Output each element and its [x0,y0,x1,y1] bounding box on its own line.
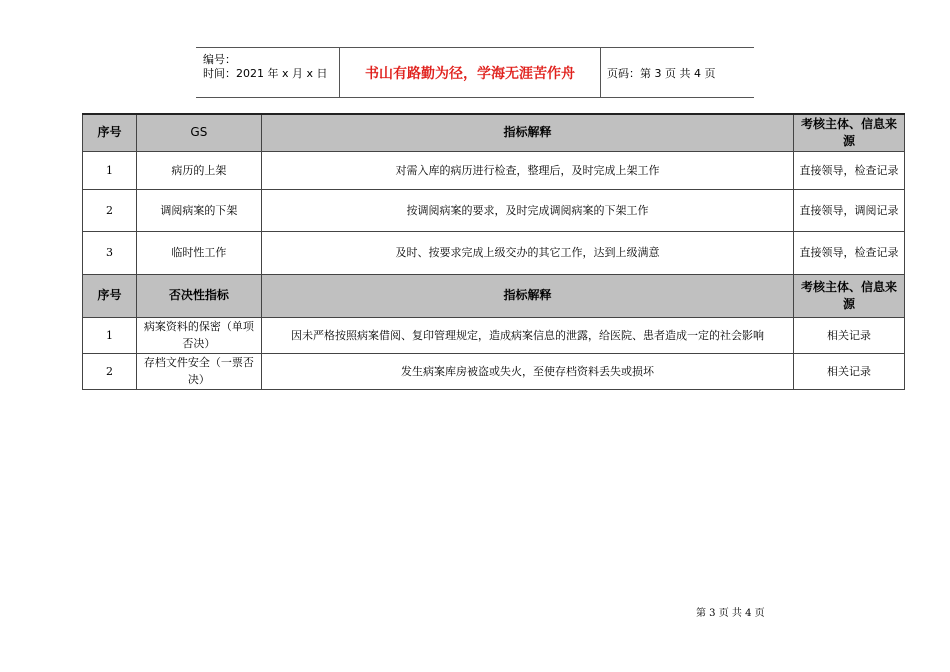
cell-gs: 病历的上架 [136,151,261,189]
cell-veto: 病案资料的保密（单项否决） [136,317,261,353]
cell-index: 1 [83,317,137,353]
page-header [196,47,754,98]
cell-index: 1 [83,151,137,189]
cell-source: 直接领导，检查记录 [794,231,905,274]
table-row [83,151,905,189]
cell-explanation: 对需入库的病历进行检查，整理后，及时完成上架工作 [261,151,793,189]
header-cell-veto: 否决性指标 [136,274,261,317]
table-header-row [83,274,905,317]
cell-gs: 调阅病案的下架 [136,189,261,231]
header-cell-explanation: 指标解释 [261,114,793,151]
cell-explanation: 按调阅病案的要求，及时完成调阅病案的下架工作 [261,189,793,231]
header-meta [196,48,340,97]
table-header-row [83,114,905,151]
header-cell-index: 序号 [83,274,137,317]
table-row [83,189,905,231]
header-cell-index: 序号 [83,114,137,151]
cell-explanation: 发生病案库房被盗或失火，至使存档资料丢失或损坏 [261,353,793,389]
cell-source: 直接领导，检查记录 [794,151,905,189]
cell-veto: 存档文件安全（一票否决） [136,353,261,389]
indicator-table [82,113,905,390]
page-footer: 第 3 页 共 4 页 [696,608,765,619]
table-row [83,353,905,389]
cell-source: 相关记录 [794,353,905,389]
cell-explanation: 因未严格按照病案借阅、复印管理规定，造成病案信息的泄露，给医院、患者造成一定的社会影响 [261,317,793,353]
cell-index: 2 [83,189,137,231]
code-label: 编号： [203,53,236,66]
table-row [83,231,905,274]
cell-source: 直接领导，调阅记录 [794,189,905,231]
header-cell-explanation: 指标解释 [261,274,793,317]
header-cell-source: 考核主体、信息来源 [794,274,905,317]
date-label: 时间：2021 年 x 月 x 日 [203,67,328,80]
cell-source: 相关记录 [794,317,905,353]
header-cell-gs: GS [136,114,261,151]
header-page-info: 页码：第 3 页 共 4 页 [607,66,716,80]
cell-index: 3 [83,231,137,274]
cell-index: 2 [83,353,137,389]
table-row [83,317,905,353]
header-motto: 书山有路勤为径，学海无涯苦作舟 [340,48,601,97]
cell-gs: 临时性工作 [136,231,261,274]
header-cell-source: 考核主体、信息来源 [794,114,905,151]
cell-explanation: 及时、按要求完成上级交办的其它工作，达到上级满意 [261,231,793,274]
